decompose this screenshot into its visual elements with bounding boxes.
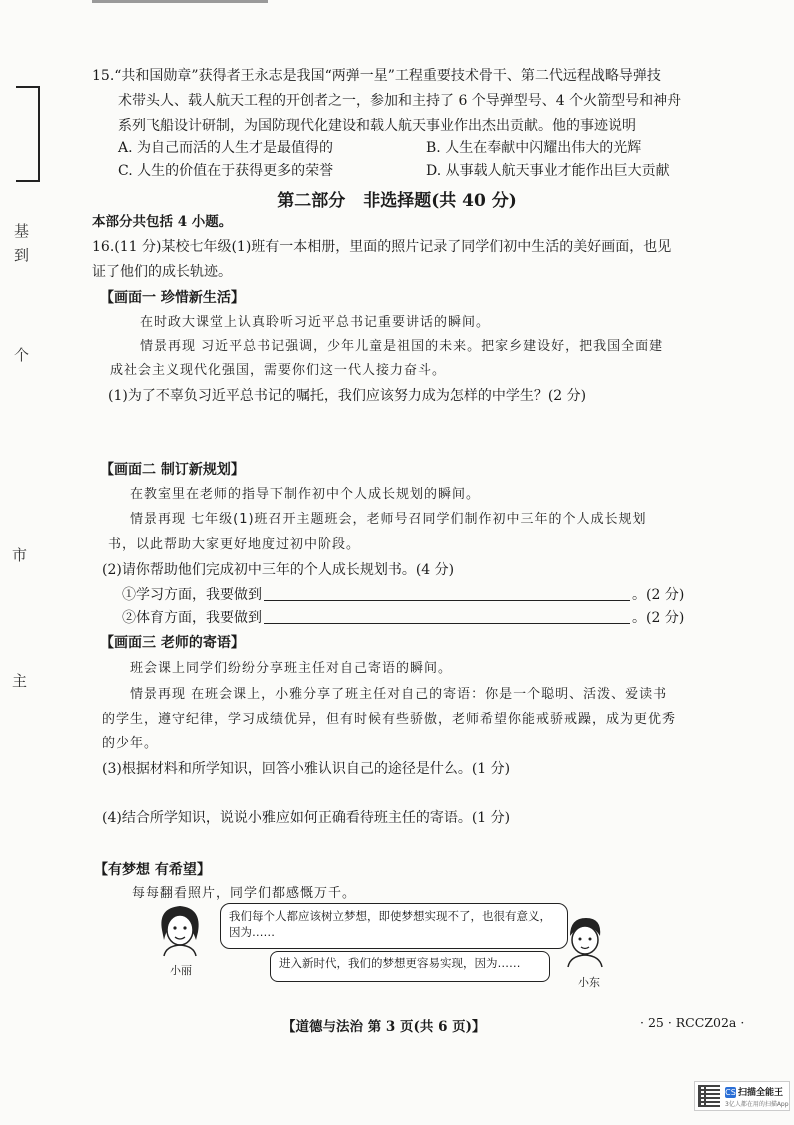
scene3-description: 班会课上同学们纷纷分享班主任对自己寄语的瞬间。: [130, 661, 453, 676]
scanner-app-name: 扫描全能王: [738, 1088, 784, 1098]
part2-intro: 本部分共包括 4 小题。: [92, 214, 233, 230]
scene1-heading: 【画面一 珍惜新生活】: [100, 290, 245, 306]
xiaodong-name: 小东: [578, 976, 600, 989]
scene2-context-1: 情景再现 七年级(1)班召开主题班会，老师号召同学们制作初中三年的个人成长规划: [130, 512, 647, 527]
scene1-context-1: 情景再现 习近平总书记强调，少年儿童是祖国的未来。把家乡建设好，把我国全面建: [140, 339, 664, 354]
margin-char-2: 到: [14, 246, 30, 264]
q16-line-2: 证了他们的成长轨迹。: [92, 264, 232, 280]
qr-code-icon: [698, 1085, 720, 1107]
xiaodong-figure: [560, 914, 610, 968]
q15-option-a: A. 为自己而活的人生才是最值得的: [118, 140, 334, 156]
scanner-logo-icon: CS: [725, 1088, 736, 1097]
part2-title-part: 第二部分: [277, 191, 346, 211]
q15-line-1: 15.“共和国勋章”获得者王永志是我国“两弹一星”工程重要技术骨干、第二代远程战略导弹技: [92, 68, 661, 84]
xiaoli-figure: [150, 900, 212, 958]
plan-study-row: [122, 585, 684, 605]
q15-line-2: 术带头人、载人航天工程的开创者之一，参加和主持了 6 个导弹型号、4 个火箭型号和神舟: [118, 93, 682, 109]
xiaoli-speech-line-2: 因为……: [229, 925, 275, 939]
scanner-watermark: [694, 1081, 790, 1111]
plan-sport-score: 。(2 分): [632, 610, 685, 626]
q15-line-3: 系列飞船设计研制，为国防现代化建设和载人航天事业作出杰出贡献。他的事迹说明: [118, 118, 636, 134]
margin-char-5: 主: [12, 672, 28, 690]
plan-study-score: 。(2 分): [632, 587, 685, 603]
scene3-question-4: (4)结合所学知识，说说小雅应如何正确看待班主任的寄语。(1 分): [102, 810, 511, 826]
scene1-question: (1)为了不辜负习近平总书记的嘱托，我们应该努力成为怎样的中学生？(2 分): [108, 388, 587, 404]
dream-heading: 【有梦想 有希望】: [94, 862, 211, 878]
scene2-context-2: 书，以此帮助大家更好地度过初中阶段。: [108, 537, 361, 552]
q15-option-c: C. 人生的价值在于获得更多的荣誉: [118, 163, 334, 179]
q16-line-1: 16.(11 分)某校七年级(1)班有一本相册，里面的照片记录了同学们初中生活的美好画面，也见: [92, 239, 672, 255]
margin-char-4: 市: [12, 546, 28, 564]
xiaodong-speech-text: 进入新时代，我们的梦想更容易实现，因为……: [279, 956, 521, 970]
scene3-context-2: 的学生，遵守纪律，学习成绩优异，但有时候有些骄傲，老师希望你能戒骄戒躁，成为更优秀: [102, 712, 677, 727]
xiaoli-name: 小丽: [170, 964, 192, 977]
margin-char-1: 基: [14, 222, 30, 240]
part2-title-subject: 非选择题(共 40 分): [363, 191, 517, 211]
margin-char-3: 个: [14, 346, 30, 364]
scene3-context-3: 的少年。: [102, 736, 159, 751]
scanner-app-tagline: 3亿人都在用的扫描App: [725, 1101, 789, 1108]
scene2-description: 在教室里在老师的指导下制作初中个人成长规划的瞬间。: [130, 487, 481, 502]
scene1-description: 在时政大课堂上认真聆听习近平总书记重要讲话的瞬间。: [140, 315, 491, 330]
plan-sport-row: [122, 608, 684, 628]
scene3-context-1: 情景再现 在班会课上，小雅分享了班主任对自己的寄语：你是一个聪明、活泼、爱读书: [130, 687, 668, 702]
top-scan-rule: [92, 0, 268, 3]
xiaoli-speech-bubble: [220, 903, 568, 949]
scene3-heading: 【画面三 老师的寄语】: [100, 635, 245, 651]
footer-page-info: 【道德与法治 第 3 页(共 6 页)】: [282, 1019, 486, 1035]
scene3-question-3: (3)根据材料和所学知识，回答小雅认识自己的途径是什么。(1 分): [102, 761, 511, 777]
plan-study-label: ①学习方面，我要做到: [122, 587, 262, 603]
binding-bracket: [16, 86, 40, 182]
scene2-heading: 【画面二 制订新规划】: [100, 462, 245, 478]
plan-study-answer-line[interactable]: [264, 586, 630, 601]
dream-description: 每每翻看照片，同学们都感慨万千。: [132, 886, 357, 901]
q15-option-b: B. 人生在奉献中闪耀出伟大的光辉: [426, 140, 642, 156]
xiaoli-speech-line-1: 我们每个人都应该树立梦想，即使梦想实现不了，也很有意义，: [229, 909, 551, 923]
q15-option-d: D. 从事载人航天事业才能作出巨大贡献: [426, 163, 670, 179]
xiaodong-speech-bubble: [270, 951, 550, 982]
scene1-context-2: 成社会主义现代化强国，需要你们这一代人接力奋斗。: [110, 363, 447, 378]
footer-code: · 25 · RCCZ02a ·: [640, 1015, 745, 1030]
plan-sport-label: ②体育方面，我要做到: [122, 610, 262, 626]
scene2-question: (2)请你帮助他们完成初中三年的个人成长规划书。(4 分): [102, 562, 455, 578]
part2-title: [0, 186, 794, 211]
plan-sport-answer-line[interactable]: [264, 609, 630, 624]
